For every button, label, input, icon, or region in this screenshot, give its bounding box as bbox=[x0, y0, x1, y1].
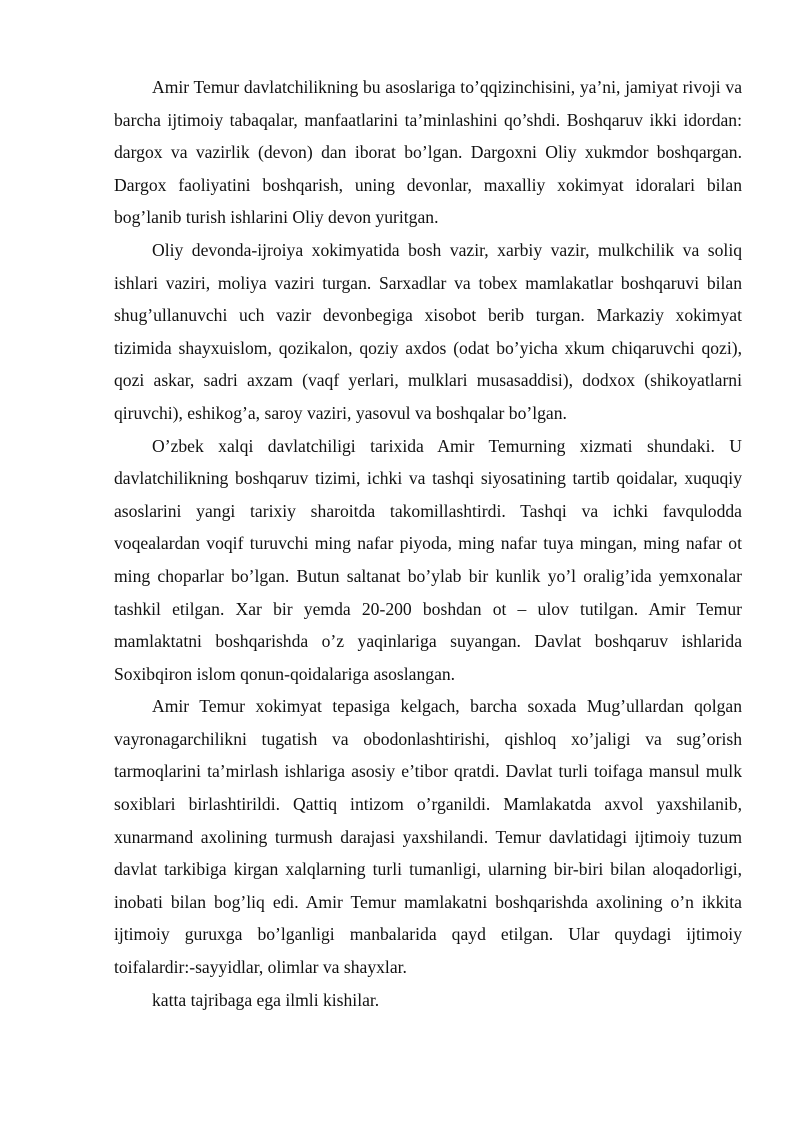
paragraph-3: O’zbek xalqi davlatchiligi tarixida Amir Temurning xizmati shundaki. U davlatchilikning boshqaruv tizimi, ichki va tashqi siyosatining tartib qoidalar, xuquqiy asoslarini yangi tarixiy sharoitda takomillashtirdi. Tashqi va ichki favqulodda voqealardan voqif turuvchi ming nafar piyoda, ming nafar tuya mingan, ming nafar ot ming choparlar bo’lgan. Butun saltanat bo’ylab bir kunlik yo’l oralig’ida yemxonalar tashkil etilgan. Xar bir yemda 20-200 boshdan ot – ulov tutilgan. Amir Temur mamlaktatni boshqarishda o’z yaqinlariga suyangan. Davlat boshqaruv ishlarida Soxibqiron islom qonun-qoidalariga asoslangan. bbox=[114, 435, 742, 684]
document-page bbox=[114, 71, 742, 1016]
paragraph-5: katta tajribaga ega ilmli kishilar. bbox=[152, 989, 380, 1010]
paragraph-4: Amir Temur xokimyat tepasiga kelgach, barcha soxada Mug’ullardan qolgan vayronagarchilikni tugatish va obodonlashtirishi, qishloq xo’jaligi va sug’orish tarmoqlarini ta’mirlash ishlariga asosiy e’tibor qratdi. Davlat turli toifaga mansul mulk soxiblari birlashtirildi. Qattiq intizom o’rganildi. Mamlakatda axvol yaxshilanib, xunarmand axolining turmush darajasi yaxshilandi. Temur davlatidagi ijtimoiy tuzum davlat tarkibiga kirgan xalqlarning turli tumanligi, ularning bir-biri bilan aloqadorligi, inobati bilan bog’liq edi. Amir Temur mamlakatni boshqarishda axolining o’n ikkita ijtimoiy guruxga bo’lganligi manbalarida qayd etilgan. Ular quydagi ijtimoiy toifalardir:-sayyidlar, olimlar va shayxlar. bbox=[114, 696, 742, 978]
paragraph-1: Amir Temur davlatchilikning bu asoslariga to’qqizinchisini, ya’ni, jamiyat rivoji va barcha ijtimoiy tabaqalar, manfaatlarini ta’minlashini qo’shdi. Boshqaruv ikki idordan: dargox va vazirlik (devon) dan iborat bo’lgan. Dargoxni Oliy xukmdor boshqargan. Dargox faoliyatini boshqarish, uning devonlar, maxalliy xokimyat idoralari bilan bog’lanib turish ishlarini Oliy devon yuritgan. bbox=[114, 77, 742, 228]
paragraph-2: Oliy devonda-ijroiya xokimyatida bosh vazir, xarbiy vazir, mulkchilik va soliq ishlari vaziri, moliya vaziri turgan. Sarxadlar va tobex mamlakatlar boshqaruvi bilan shug’ullanuvchi uch vazir devonbegiga xisobot berib turgan. Markaziy xokimyat tizimida shayxuislom, qozikalon, qoziy axdos (odat bo’yicha xkum chiqaruvchi qozi), qozi askar, sadri axzam (vaqf yerlari, mulklari musasaddisi), dodxox (shikoyatlarni qiruvchi), eshikog’a, saroy vaziri, yasovul va boshqalar bo’lgan. bbox=[114, 239, 742, 423]
